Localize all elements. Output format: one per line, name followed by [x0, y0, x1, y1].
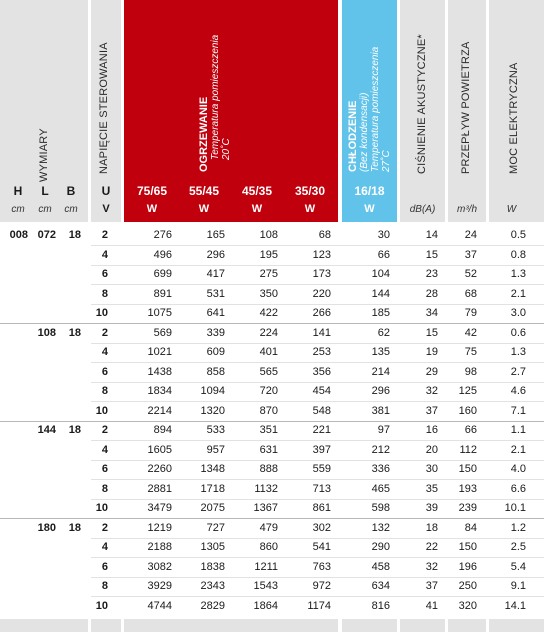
- value-cell: 132: [371, 521, 390, 534]
- value-cell: 112: [459, 443, 477, 456]
- footer-dimensions: [0, 619, 88, 632]
- heating-title: OGRZEWANIE: [198, 96, 210, 172]
- value-cell: 150: [458, 463, 477, 475]
- cooling-condition: (Bez kondensacji): [359, 92, 370, 172]
- value-cell: 1211: [254, 560, 278, 573]
- value-cell: 296: [206, 248, 225, 261]
- footer-heating: [124, 619, 338, 632]
- voltage-label: NAPIĘCIE STEROWANIA: [98, 42, 110, 174]
- value-cell: 2.5: [510, 541, 526, 553]
- heating-subtitle: Temperatura pomieszczenia: [210, 34, 221, 160]
- symbol-h: H: [13, 184, 23, 198]
- value-cell: 3479: [147, 502, 172, 514]
- symbol-b: B: [66, 184, 76, 198]
- value-cell: 68: [464, 287, 477, 300]
- value-cell: 465: [371, 482, 390, 495]
- value-cell: 2214: [147, 404, 172, 417]
- value-cell: 266: [312, 307, 331, 319]
- value-cell: 1605: [147, 443, 172, 456]
- value-cell: 19: [425, 346, 438, 358]
- value-cell: 2.1: [510, 287, 526, 300]
- value-cell: 1320: [200, 404, 225, 417]
- value-cell: 713: [312, 482, 331, 495]
- value-cell: 2260: [147, 463, 172, 475]
- value-cell: 2881: [147, 482, 172, 495]
- value-cell: 239: [458, 502, 477, 514]
- heat-unit-3: W: [251, 203, 263, 215]
- value-cell: 565: [259, 365, 278, 378]
- value-cell: 479: [259, 521, 278, 534]
- cooling-title: CHŁODZENIE: [347, 100, 359, 172]
- value-cell: 39: [425, 502, 438, 514]
- value-cell: 185: [371, 307, 390, 319]
- dimension-b: 18: [68, 229, 81, 241]
- value-cell: 108: [259, 229, 278, 241]
- value-cell: 4.0: [510, 463, 526, 475]
- value-cell: 23: [425, 268, 438, 280]
- heat-unit-2: W: [198, 203, 210, 215]
- airflow-label: PRZEPŁYW POWIETRZA: [460, 41, 472, 174]
- unit-dba: dB(A): [409, 204, 436, 215]
- value-cell: 2.7: [510, 365, 526, 378]
- voltage-cell: 10: [95, 404, 108, 417]
- power-label: MOC ELEKTRYCZNA: [508, 62, 520, 174]
- value-cell: 401: [259, 346, 278, 358]
- value-cell: 68: [318, 229, 331, 241]
- value-cell: 104: [371, 268, 390, 280]
- value-cell: 32: [425, 560, 438, 573]
- dimension-b: 18: [68, 326, 81, 339]
- voltage-cell: 4: [101, 443, 108, 456]
- value-cell: 275: [259, 268, 278, 280]
- footer-voltage: [91, 619, 121, 632]
- value-cell: 97: [377, 424, 390, 436]
- heat-col-1: 75/65: [136, 184, 168, 198]
- value-cell: 1.2: [510, 521, 526, 534]
- footer-power: [489, 619, 544, 632]
- voltage-cell: 6: [101, 463, 108, 475]
- value-cell: 2075: [200, 502, 225, 514]
- unit-l: cm: [38, 204, 52, 215]
- value-cell: 541: [312, 541, 331, 553]
- value-cell: 0.5: [510, 229, 526, 241]
- value-cell: 276: [153, 229, 172, 241]
- value-cell: 66: [464, 424, 477, 436]
- value-cell: 41: [425, 599, 438, 612]
- value-cell: 533: [206, 424, 225, 436]
- footer-airflow: [448, 619, 486, 632]
- value-cell: 1021: [147, 346, 172, 358]
- value-cell: 870: [259, 404, 278, 417]
- value-cell: 1348: [200, 463, 225, 475]
- cooling-temperature: 27˚C: [381, 150, 392, 172]
- cooling-subtitle: Temperatura pomieszczenia: [370, 46, 381, 172]
- dimension-l: 072: [37, 229, 56, 241]
- value-cell: 1.3: [510, 268, 526, 280]
- value-cell: 84: [464, 521, 477, 534]
- value-cell: 351: [259, 424, 278, 436]
- value-cell: 37: [464, 248, 477, 261]
- dimension-h: [2, 519, 28, 538]
- value-cell: 35: [425, 482, 438, 495]
- value-cell: 888: [259, 463, 278, 475]
- value-cell: 858: [206, 365, 225, 378]
- value-cell: 15: [425, 248, 438, 261]
- symbol-u: U: [101, 184, 111, 198]
- value-cell: 417: [206, 268, 225, 280]
- value-cell: 3082: [147, 560, 172, 573]
- cool-col: 16/18: [354, 184, 385, 198]
- value-cell: 356: [312, 365, 331, 378]
- value-cell: 860: [259, 541, 278, 553]
- unit-u: V: [102, 203, 110, 215]
- voltage-cell: 2: [101, 424, 108, 436]
- voltage-cell: 8: [101, 287, 108, 300]
- value-cell: 763: [312, 560, 331, 573]
- value-cell: 972: [312, 580, 331, 592]
- value-cell: 42: [464, 326, 477, 339]
- value-cell: 165: [206, 229, 225, 241]
- voltage-cell: 6: [101, 268, 108, 280]
- unit-h: cm: [11, 204, 25, 215]
- voltage-cell: 10: [95, 307, 108, 319]
- value-cell: 214: [371, 365, 390, 378]
- dimensions-label: WYMIARY: [38, 128, 50, 182]
- value-cell: 350: [259, 287, 278, 300]
- value-cell: 32: [425, 385, 438, 397]
- value-cell: 1838: [200, 560, 225, 573]
- dimension-h: 008: [9, 229, 28, 241]
- dimension-l: 144: [37, 424, 56, 436]
- dimension-h: [2, 421, 28, 440]
- value-cell: 302: [312, 521, 331, 534]
- value-cell: 125: [458, 385, 477, 397]
- heating-temperature: 20˚C: [221, 138, 232, 160]
- voltage-cell: 6: [101, 365, 108, 378]
- value-cell: 720: [259, 385, 278, 397]
- value-cell: 699: [153, 268, 172, 280]
- value-cell: 28: [425, 287, 438, 300]
- value-cell: 336: [371, 463, 390, 475]
- value-cell: 548: [312, 404, 331, 417]
- value-cell: 1864: [253, 599, 278, 612]
- value-cell: 339: [206, 326, 225, 339]
- value-cell: 123: [312, 248, 331, 261]
- value-cell: 1174: [307, 599, 331, 612]
- value-cell: 196: [458, 560, 477, 573]
- value-cell: 0.8: [510, 248, 526, 261]
- value-cell: 1094: [200, 385, 225, 397]
- value-cell: 18: [425, 521, 438, 534]
- value-cell: 3.0: [510, 307, 526, 319]
- symbol-l: L: [41, 184, 49, 198]
- value-cell: 1.3: [510, 346, 526, 358]
- voltage-cell: 10: [95, 599, 108, 612]
- voltage-cell: 8: [101, 482, 108, 495]
- value-cell: 10.1: [504, 502, 526, 514]
- value-cell: 24: [464, 229, 477, 241]
- value-cell: 52: [464, 268, 477, 280]
- value-cell: 98: [464, 365, 477, 378]
- value-cell: 4.6: [510, 385, 526, 397]
- value-cell: 150: [458, 541, 477, 553]
- value-cell: 29: [425, 365, 438, 378]
- value-cell: 20: [425, 443, 438, 456]
- value-cell: 458: [371, 560, 390, 573]
- value-cell: 5.4: [510, 560, 526, 573]
- dimension-l: 108: [37, 326, 56, 339]
- voltage-cell: 2: [101, 326, 108, 339]
- value-cell: 397: [312, 443, 331, 456]
- dimension-b: 18: [68, 521, 81, 534]
- value-cell: 816: [371, 599, 390, 612]
- unit-b: cm: [64, 204, 78, 215]
- value-cell: 224: [259, 326, 278, 339]
- value-cell: 381: [371, 404, 390, 417]
- value-cell: 1543: [253, 580, 278, 592]
- value-cell: 173: [312, 268, 331, 280]
- voltage-cell: 4: [101, 541, 108, 553]
- value-cell: 141: [312, 326, 331, 339]
- voltage-cell: 2: [101, 229, 108, 241]
- value-cell: 15: [425, 326, 438, 339]
- value-cell: 6.6: [510, 482, 526, 495]
- voltage-cell: 6: [101, 560, 108, 573]
- value-cell: 0.6: [510, 326, 526, 339]
- value-cell: 569: [153, 326, 172, 339]
- heat-col-2: 55/45: [188, 184, 220, 198]
- value-cell: 144: [371, 287, 390, 300]
- value-cell: 220: [312, 287, 331, 300]
- value-cell: 1834: [147, 385, 172, 397]
- heat-unit-1: W: [146, 203, 158, 215]
- value-cell: 2.1: [510, 443, 526, 456]
- footer-acoustic: [400, 619, 445, 632]
- value-cell: 66: [377, 248, 390, 261]
- voltage-cell: 4: [101, 248, 108, 261]
- value-cell: 320: [458, 599, 477, 612]
- value-cell: 30: [377, 229, 390, 241]
- cool-unit: W: [364, 203, 375, 215]
- value-cell: 1219: [147, 521, 172, 534]
- value-cell: 14.1: [504, 599, 526, 612]
- value-cell: 1.1: [510, 424, 526, 436]
- value-cell: 2829: [200, 599, 225, 612]
- value-cell: 1075: [147, 307, 172, 319]
- heat-col-3: 45/35: [241, 184, 273, 198]
- value-cell: 135: [371, 346, 390, 358]
- value-cell: 1132: [254, 482, 278, 495]
- value-cell: 290: [371, 541, 390, 553]
- value-cell: 609: [206, 346, 225, 358]
- value-cell: 75: [464, 346, 477, 358]
- value-cell: 4744: [147, 599, 172, 612]
- value-cell: 957: [206, 443, 225, 456]
- value-cell: 250: [458, 580, 477, 592]
- value-cell: 296: [371, 385, 390, 397]
- voltage-cell: 8: [101, 385, 108, 397]
- value-cell: 531: [206, 287, 225, 300]
- value-cell: 891: [153, 287, 172, 300]
- value-cell: 3929: [147, 580, 172, 592]
- value-cell: 160: [458, 404, 477, 417]
- dimension-l: 180: [37, 521, 56, 534]
- value-cell: 34: [425, 307, 438, 319]
- value-cell: 559: [312, 463, 331, 475]
- value-cell: 9.1: [510, 580, 526, 592]
- value-cell: 37: [425, 580, 438, 592]
- value-cell: 861: [312, 502, 331, 514]
- value-cell: 727: [206, 521, 225, 534]
- value-cell: 1438: [147, 365, 172, 378]
- value-cell: 631: [259, 443, 278, 456]
- value-cell: 16: [425, 424, 438, 436]
- unit-w: W: [506, 204, 517, 215]
- value-cell: 1718: [200, 482, 225, 495]
- voltage-cell: 8: [101, 580, 108, 592]
- dimension-h: [2, 324, 28, 343]
- voltage-cell: 4: [101, 346, 108, 358]
- value-cell: 253: [312, 346, 331, 358]
- footer-cooling: [342, 619, 397, 632]
- value-cell: 598: [371, 502, 390, 514]
- value-cell: 2343: [200, 580, 225, 592]
- value-cell: 79: [464, 307, 477, 319]
- voltage-cell: 2: [101, 521, 108, 534]
- heat-col-4: 35/30: [294, 184, 326, 198]
- value-cell: 1367: [253, 502, 278, 514]
- value-cell: 37: [425, 404, 438, 417]
- value-cell: 2188: [147, 541, 172, 553]
- value-cell: 30: [425, 463, 438, 475]
- value-cell: 496: [153, 248, 172, 261]
- acoustic-label: CIŚNIENIE AKUSTYCZNE*: [416, 34, 428, 174]
- value-cell: 221: [312, 424, 331, 436]
- value-cell: 454: [312, 385, 331, 397]
- value-cell: 634: [371, 580, 390, 592]
- value-cell: 894: [153, 424, 172, 436]
- heat-unit-4: W: [304, 203, 316, 215]
- value-cell: 22: [425, 541, 438, 553]
- value-cell: 7.1: [510, 404, 526, 417]
- voltage-cell: 10: [95, 502, 108, 514]
- value-cell: 422: [259, 307, 278, 319]
- value-cell: 641: [206, 307, 225, 319]
- dimension-b: 18: [68, 424, 81, 436]
- value-cell: 1305: [200, 541, 225, 553]
- unit-m3h: m³/h: [457, 204, 477, 215]
- value-cell: 62: [377, 326, 390, 339]
- value-cell: 195: [259, 248, 278, 261]
- value-cell: 14: [425, 229, 438, 241]
- value-cell: 212: [371, 443, 390, 456]
- value-cell: 193: [458, 482, 477, 495]
